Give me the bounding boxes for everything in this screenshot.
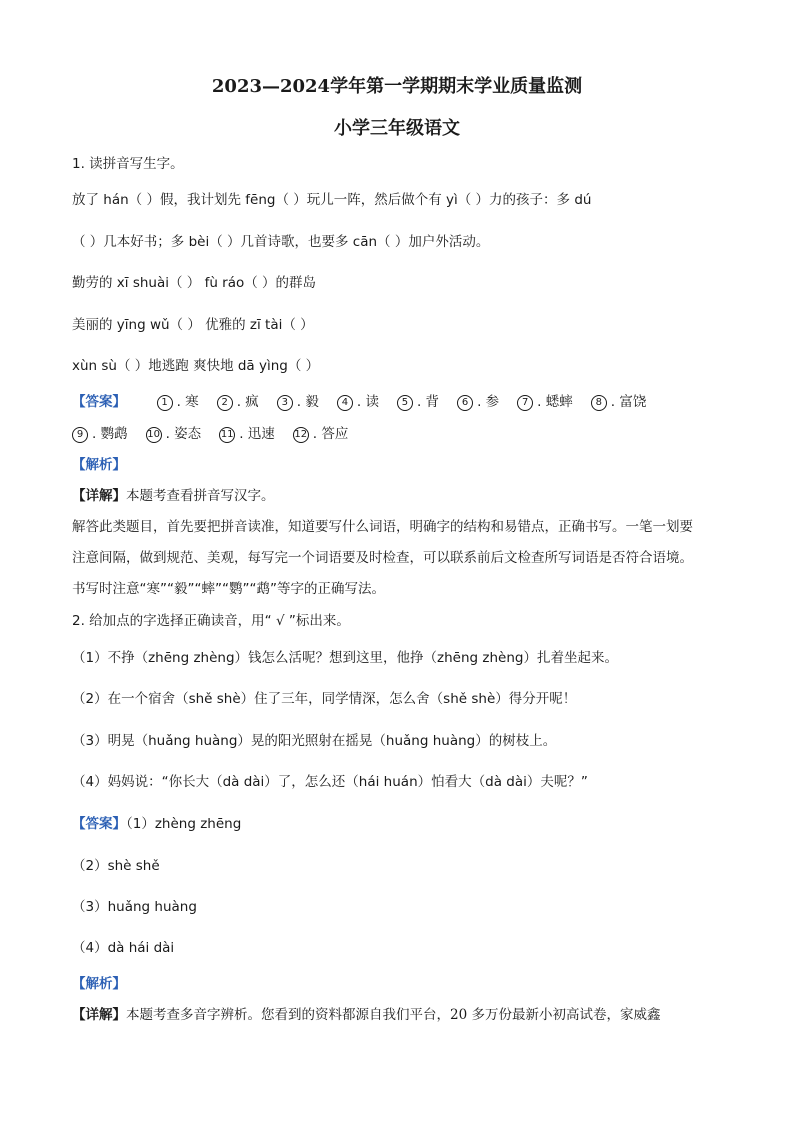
answer-item [397,390,439,411]
answer-number: 5 [397,395,413,411]
answer-number: 2 [217,395,233,411]
detail-text: 本题考查多音字辨析。您看到的资料都源自我们平台，20 多万份最新小初高试卷，家威鑫 [126,1007,661,1023]
answer-text: . 背 [416,394,440,410]
answer-item [337,390,379,411]
analysis-label: 【解析】 [72,976,126,992]
q2-prompt: 2. 给加点的字选择正确读音，用“ √ ”标出来。 [72,613,350,629]
answer-label: 【答案】 [72,394,126,410]
q1-detail [72,484,275,504]
answer-number: 1 [157,395,173,411]
answer-items-row-1 [157,390,665,411]
answer-text: . 毅 [296,394,319,410]
answer-number: 8 [591,395,607,411]
q1-explain-3: 书写时注意“寒”“毅”“蟀”“鹦”“鹉”等字的正确写法。 [72,581,385,597]
q2-answer-1 [72,812,241,832]
answer-number: 11 [219,427,235,443]
q1-analysis-label [72,453,126,473]
answer-number: 3 [277,395,293,411]
q1-prompt: 1. 读拼音写生字。 [72,156,184,172]
q1-line-5: xùn sù（ ）地逃跑 爽快地 dā yìng（ ） [72,358,320,374]
answer-text: . 姿态 [165,426,202,442]
answer-text: . 疯 [236,394,259,410]
answer-text: . 迅速 [239,426,275,442]
q1-line-2: （ ）几本好书；多 bèi（ ）几首诗歌，也要多 cān（ ）加户外活动。 [72,234,490,250]
answer-text: . 鹦鹉 [92,426,128,442]
answer-label: 【答案】 [72,816,126,832]
q2-analysis-label [72,972,126,992]
answer-text: . 读 [356,394,379,410]
answer-item [217,390,259,411]
q2-line-2: （2）在一个宿舍（shě shè）住了三年，同学情深，怎么舍（shě shè）得分开呢！ [72,691,577,707]
answer-item [72,422,128,443]
answer-item [277,390,319,411]
q1-answer-row-2 [72,422,366,443]
answer-number: 10 [146,427,162,443]
answer-items-row-2 [72,422,366,443]
q2-answer-2: （2）shè shě [72,858,160,874]
q2-detail [72,1003,660,1023]
answer-item [157,390,199,411]
q2-line-1: （1）不挣（zhēng zhèng）钱怎么活呢？想到这里，他挣（zhēng zhèng）扎着坐起来。 [72,650,618,666]
answer-number: 4 [337,395,353,411]
answer-item [591,390,647,411]
answer-item [293,422,349,443]
answer-text: . 答应 [312,426,349,442]
answer-item [517,390,573,411]
answer-text: . 富饶 [610,394,647,410]
answer-number: 9 [72,427,88,443]
answer-item [146,422,202,443]
answer-number: 12 [293,427,309,443]
page-title: 2023—2024学年第一学期期末学业质量监测 [211,76,583,97]
detail-label: 【详解】 [72,1007,126,1023]
analysis-label: 【解析】 [72,457,126,473]
q2-answer-3: （3）huǎng huàng [72,899,197,915]
answer-item [219,422,275,443]
answer-text: . 寒 [176,394,199,410]
q1-explain-2: 注意间隔，做到规范、美观，每写完一个词语要及时检查，可以联系前后文检查所写词语是否符合语境。 [72,550,693,566]
q2-line-4: （4）妈妈说：“你长大（dà dài）了，怎么还（hái huán）怕看大（dà dài）夫呢？” [72,774,588,790]
page-subtitle: 小学三年级语文 [334,118,460,139]
q1-explain-1: 解答此类题目，首先要把拼音读准，知道要写什么词语，明确字的结构和易错点，正确书写。一笔一划要 [72,519,693,535]
answer-number: 7 [517,395,533,411]
detail-text: 本题考查看拼音写汉字。 [126,488,275,504]
q1-answer-row-1 [72,390,664,411]
q1-line-1: 放了 hán（ ）假，我计划先 fēng（ ）玩儿一阵，然后做个有 yì（ ）力的孩子：多 dú [72,192,592,208]
q2-answer-4: （4）dà hái dài [72,940,175,956]
q2-line-3: （3）明晃（huǎng huàng）晃的阳光照射在摇晃（huǎng huàng）的树枝上。 [72,733,557,749]
detail-label: 【详解】 [72,488,126,504]
answer-text: . 参 [477,394,500,410]
answer-text: . 蟋蟀 [537,394,573,410]
answer-item [457,390,499,411]
q1-line-3: 勤劳的 xī shuài（ ） fù ráo（ ）的群岛 [72,275,317,291]
answer-number: 6 [457,395,473,411]
q1-line-4: 美丽的 yīng wǔ（ ） 优雅的 zī tài（ ） [72,317,314,333]
answer-text: （1）zhèng zhēng [126,816,242,832]
